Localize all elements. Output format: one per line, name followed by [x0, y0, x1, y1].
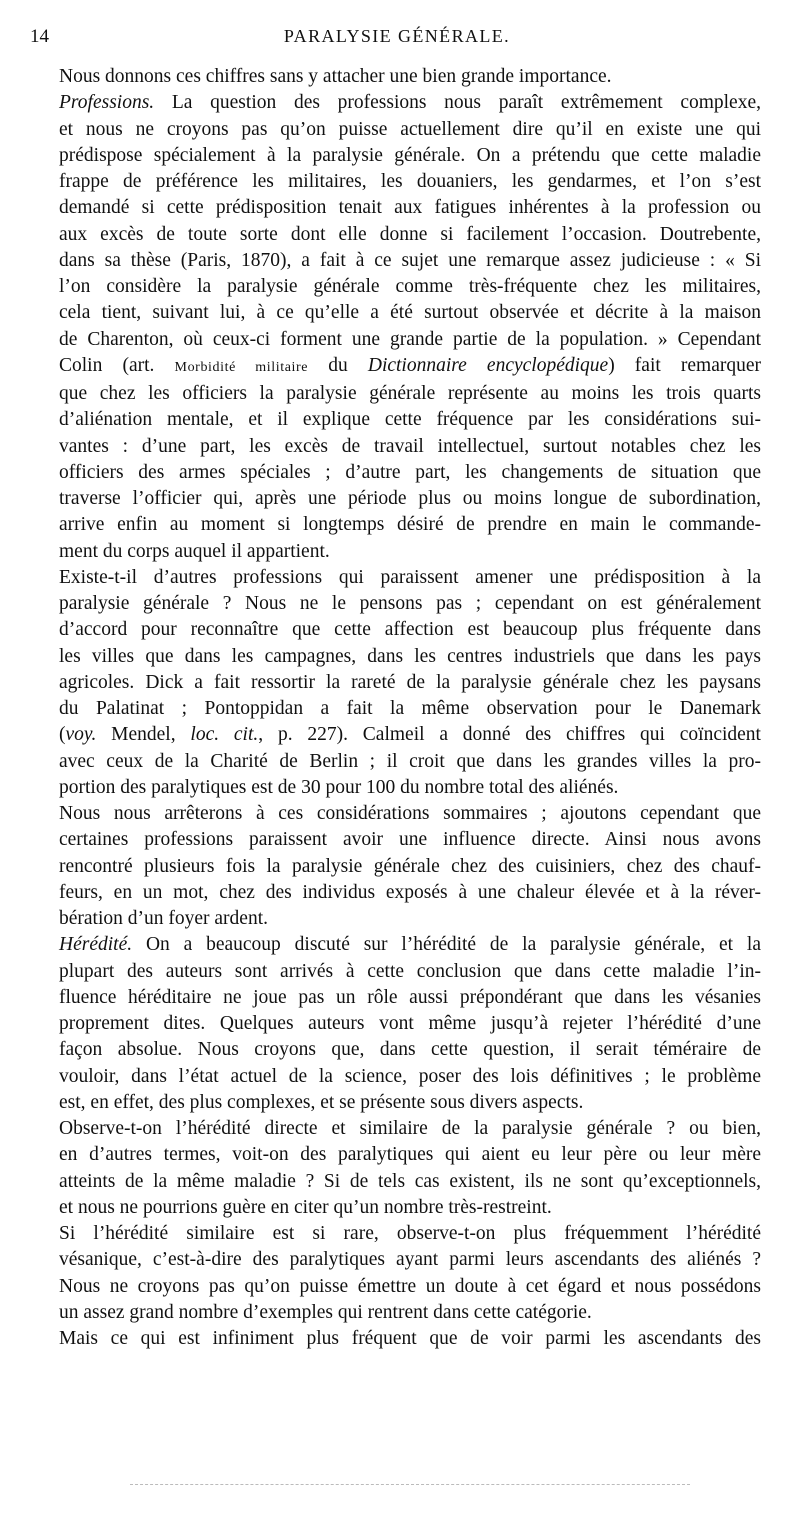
text-line: portion des paralytiques est de 30 pour 100 du nombre total des aliénés.	[59, 776, 619, 798]
text-line	[33, 722, 761, 748]
text-line: que chez les officiers la paralysie générale représente au moins les trois quarts	[59, 383, 761, 404]
text-line	[33, 90, 761, 116]
text-line: est, en effet, des plus complexes, et se présente sous divers aspects.	[59, 1091, 584, 1113]
text-line: et nous ne pourrions guère en citer qu’un nombre très-restreint.	[59, 1196, 552, 1218]
text-line: avec ceux de la Charité de Berlin ; il croit que dans les grandes villes la pro-	[59, 750, 761, 772]
body-text	[33, 64, 761, 1352]
page-number: 14	[30, 26, 49, 47]
text-segment: Mendel,	[96, 724, 191, 746]
text-segment: voy.	[65, 724, 97, 746]
text-line: dans sa thèse (Paris, 1870), a fait à ce sujet une remarque assez judicieuse : « Si	[59, 249, 761, 271]
running-title: PARALYSIE GÉNÉRALE.	[283, 26, 511, 46]
text-line: traverse l’officier qui, après une période plus ou moins longue de subordination,	[59, 488, 761, 509]
text-line: d’accord pour reconnaître que cette affection est beaucoup plus fréquente dans	[59, 619, 761, 641]
paragraph	[33, 565, 761, 801]
text-line: Nous nous arrêterons à ces considérations sommaires ; ajoutons cependant que	[59, 803, 761, 824]
text-line: cela tient, suivant lui, à ce qu’elle a été surtout observée et décrite à la maison	[59, 302, 761, 324]
text-line: du Palatinat ; Pontoppidan a fait la même observation pour le Danemark	[59, 698, 761, 719]
text-line: fluence héréditaire ne joue pas un rôle aussi prépondérant que dans les vésanies	[59, 986, 761, 1008]
text-line: Existe-t-il d’autres professions qui paraissent amener une prédisposition à la	[59, 566, 761, 588]
text-line: et nous ne croyons pas qu’on puisse actuellement dire qu’il en existe une qui	[59, 118, 761, 140]
text-line: paralysie générale ? Nous ne le pensons pas ; cependant on est généralement	[59, 593, 761, 614]
text-segment: (	[59, 724, 66, 746]
text-segment: Professions.	[59, 92, 155, 114]
text-line: vouloir, dans l’état actuel de la science, poser des lois définitives ; le problème	[59, 1065, 761, 1087]
text-line: rencontré plusieurs fois la paralysie générale chez des cuisiniers, chez des chauf-	[59, 855, 761, 877]
text-line: Nous donnons ces chiffres sans y attacher une bien grande importance.	[59, 66, 612, 87]
text-line: certaines professions paraissent avoir une influence directe. Ainsi nous avons	[59, 829, 761, 851]
paragraph	[33, 64, 761, 90]
text-segment: La question des professions nous paraît extrêmement complexe,	[154, 92, 761, 114]
text-line: atteints de la même maladie ? Si de tels cas existent, ils ne sont qu’exceptionnels,	[59, 1170, 761, 1192]
text-line: Mais ce qui est infiniment plus fréquent que de voir parmi les ascendants des	[59, 1328, 761, 1349]
text-line: feurs, en un mot, chez des individus exposés à une chaleur élevée et à la réver-	[59, 881, 761, 903]
text-line: aux excès de toute sorte dont elle donne si facilement l’occasion. Doutrebente,	[59, 223, 761, 245]
paragraph	[33, 801, 761, 932]
text-segment: Morbidité militaire	[174, 359, 309, 375]
paragraph	[33, 1326, 761, 1352]
text-segment: Dictionnaire encyclopédique	[367, 354, 609, 376]
paragraph	[33, 1221, 761, 1326]
text-line: Observe-t-on l’hérédité directe et similaire de la paralysie générale ? ou bien,	[59, 1118, 761, 1139]
text-line: bération d’un foyer ardent.	[59, 908, 268, 929]
text-line: agricoles. Dick a fait ressortir la rareté de la paralysie générale chez les paysans	[59, 671, 761, 693]
text-line: Nous ne croyons pas qu’on puisse émettre un doute à cet égard et nous possédons	[59, 1275, 761, 1297]
text-segment: loc. cit.	[190, 724, 259, 746]
text-line: plupart des auteurs sont arrivés à cette conclusion que dans cette maladie l’in-	[59, 960, 761, 982]
text-segment: On a beaucoup discuté sur l’hérédité de la paralysie générale, et la	[132, 934, 761, 956]
text-line: proprement dites. Quelques auteurs vont même jusqu’à rejeter l’hérédité d’une	[59, 1013, 761, 1034]
text-line: arrive enfin au moment si longtemps désiré de prendre en main le commande-	[59, 514, 761, 536]
text-line: vantes : d’une part, les excès de travail intellectuel, surtout notables chez les	[59, 435, 761, 457]
paragraph	[33, 1116, 761, 1221]
text-segment: Hérédité.	[59, 934, 133, 956]
text-line: demandé si cette prédisposition tenait aux fatigues inhérentes à la profession ou	[59, 197, 761, 219]
page-bottom-rule	[130, 1484, 690, 1485]
text-line	[33, 932, 761, 958]
text-line: un assez grand nombre d’exemples qui rentrent dans cette catégorie.	[59, 1301, 592, 1323]
text-line: officiers des armes spéciales ; d’autre part, les changements de situation que	[59, 461, 761, 483]
text-line: l’on considère la paralysie générale comme très-fréquente chez les militaires,	[59, 276, 761, 297]
text-line: façon absolue. Nous croyons que, dans cette question, il serait téméraire de	[59, 1039, 761, 1061]
text-segment: Colin (art.	[59, 354, 175, 376]
text-line: les villes que dans les campagnes, dans les centres industriels que dans les pays	[59, 645, 761, 667]
page-header	[30, 26, 764, 54]
text-line: ment du corps auquel il appartient.	[59, 540, 330, 562]
text-line: frappe de préférence les militaires, les douaniers, les gendarmes, et l’on s’est	[59, 171, 761, 192]
text-line: d’aliénation mentale, et il explique cette fréquence par les considérations sui-	[59, 409, 761, 431]
text-segment: du	[308, 354, 368, 376]
text-segment: ) fait remarquer	[608, 354, 762, 376]
text-line	[33, 353, 761, 381]
paragraph	[33, 932, 761, 1116]
text-line: prédispose spécialement à la paralysie générale. On a prétendu que cette maladie	[59, 144, 761, 166]
text-segment: , p. 227). Calmeil a donné des chiffres qui coïncident	[258, 724, 761, 746]
text-line: de Charenton, où ceux-ci forment une grande partie de la population. » Cependant	[59, 328, 761, 350]
text-line: en d’autres termes, voit-on des paralytiques qui aient eu leur père ou leur mère	[59, 1144, 761, 1166]
text-line: Si l’hérédité similaire est si rare, observe-t-on plus fréquemment l’hérédité	[59, 1223, 761, 1244]
paragraph	[33, 90, 761, 565]
text-line: vésanique, c’est-à-dire des paralytiques ayant parmi leurs ascendants des aliénés ?	[59, 1249, 761, 1271]
